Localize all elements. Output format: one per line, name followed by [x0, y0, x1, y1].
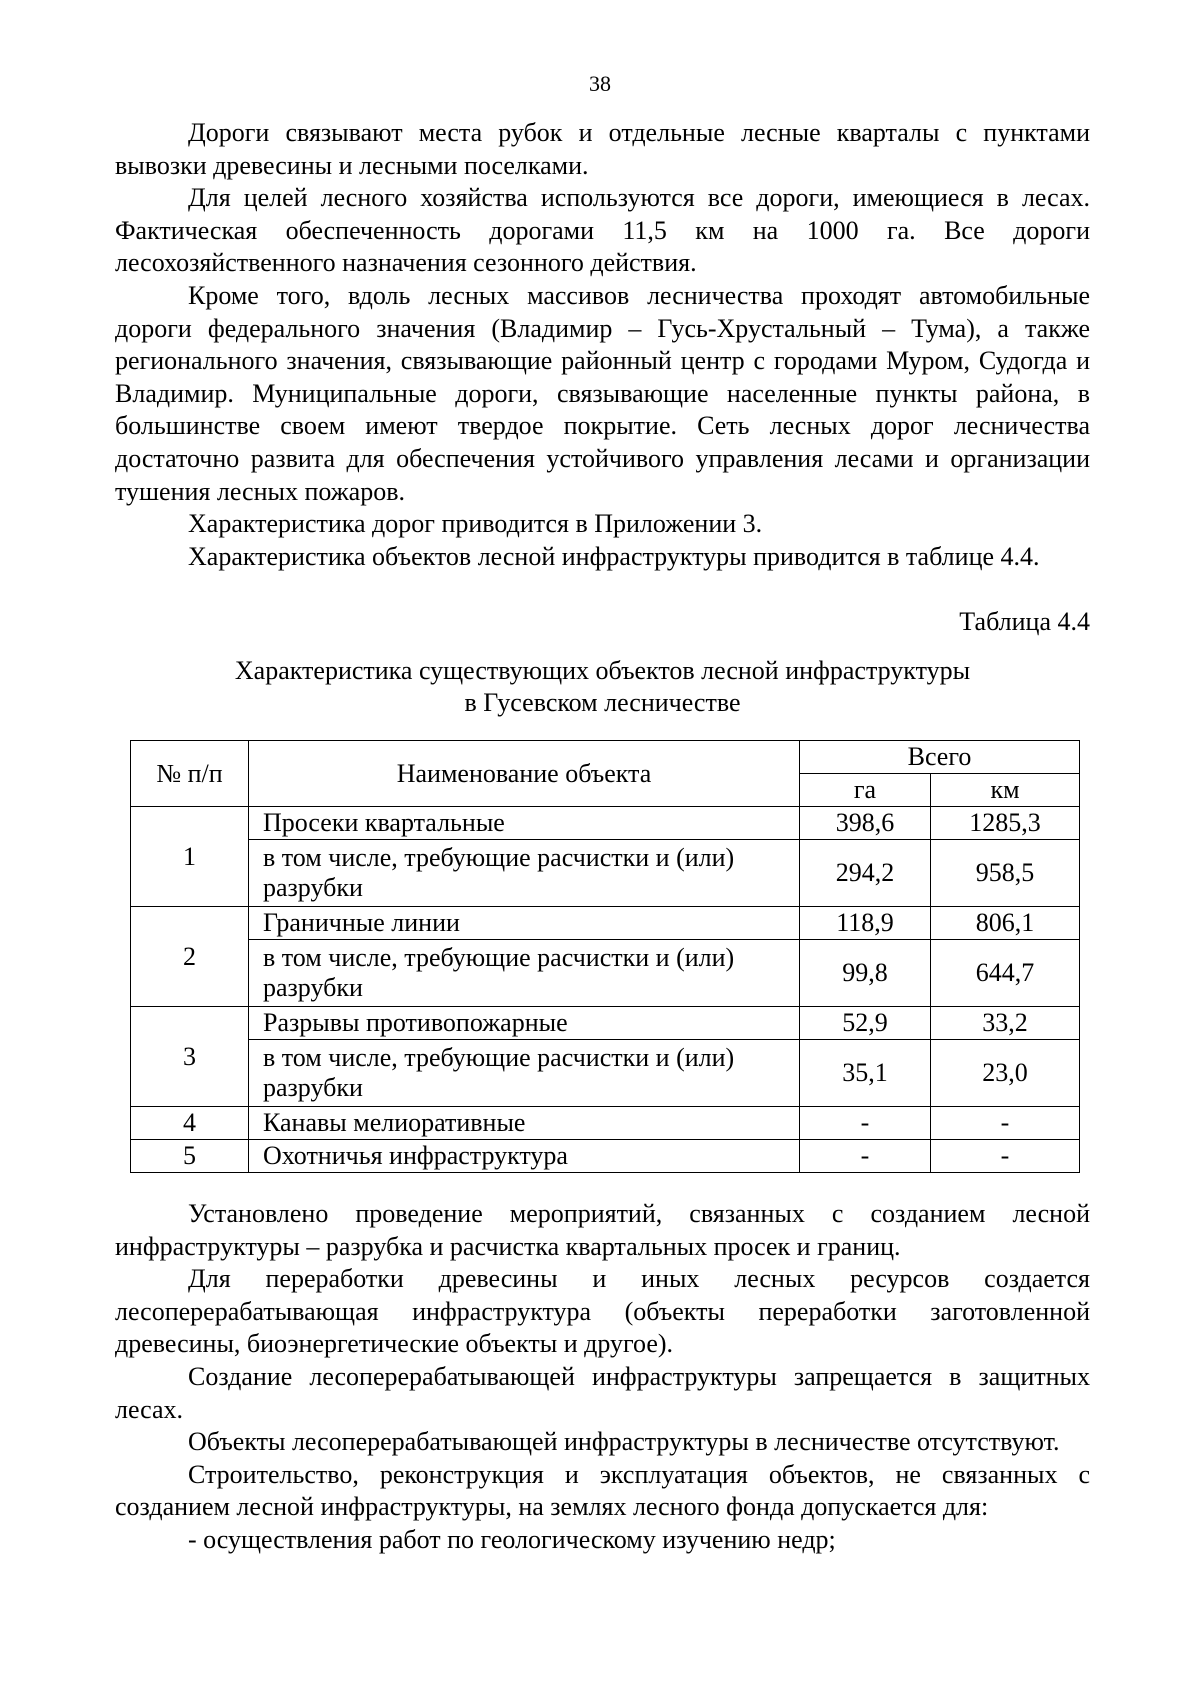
paragraph: Для переработки древесины и иных лесных ресурсов создается лесоперерабатывающая инфраструктура (объекты переработки заготовленной древесины, биоэнергетические объекты и другое).	[115, 1264, 1090, 1359]
paragraph: Установлено проведение мероприятий, связанных с созданием лесной инфраструктуры – разрубка и расчистка квартальных просек и границ.	[115, 1199, 1090, 1261]
row-num: 1	[131, 807, 249, 907]
paragraph: Дороги связывают места рубок и отдельные лесные кварталы с пунктами вывозки древесины и лесными поселками.	[115, 118, 1090, 180]
row-name: Граничные линии	[249, 907, 800, 940]
row-name: в том числе, требующие расчистки и (или) разрубки	[249, 840, 800, 907]
row-km: 958,5	[931, 840, 1080, 907]
table-caption	[115, 655, 1090, 719]
row-ha: 118,9	[800, 907, 931, 940]
row-num: 2	[131, 907, 249, 1007]
intro-text	[115, 117, 1090, 573]
row-ha: -	[800, 1107, 931, 1140]
row-name: Канавы мелиоративные	[249, 1107, 800, 1140]
row-ha: 294,2	[800, 840, 931, 907]
table-caption-line: Характеристика существующих объектов лесной инфраструктуры	[234, 656, 971, 685]
row-ha: 52,9	[800, 1007, 931, 1040]
table-row	[131, 1040, 1080, 1107]
table-row	[131, 1107, 1080, 1140]
paragraph: - осуществления работ по геологическому изучению недр;	[188, 1524, 836, 1554]
table-row	[131, 840, 1080, 907]
row-name: Просеки квартальные	[249, 807, 800, 840]
table-row	[131, 1140, 1080, 1173]
row-km: 644,7	[931, 940, 1080, 1007]
row-num: 3	[131, 1007, 249, 1107]
row-ha: 99,8	[800, 940, 931, 1007]
row-name: Разрывы противопожарные	[249, 1007, 800, 1040]
closing-text	[115, 1198, 1090, 1557]
header-km: км	[931, 774, 1080, 807]
paragraph: Характеристика дорог приводится в Приложении 3.	[188, 509, 763, 539]
row-num: 5	[131, 1140, 249, 1173]
table-row	[131, 940, 1080, 1007]
row-ha: 398,6	[800, 807, 931, 840]
row-km: 33,2	[931, 1007, 1080, 1040]
paragraph: Для целей лесного хозяйства используются все дороги, имеющиеся в лесах. Фактическая обеспеченность дорогами 11,5 км на 1000 га. Все дороги лесохозяйственного назначения сезонного действия.	[115, 183, 1090, 278]
header-num: № п/п	[131, 741, 249, 807]
paragraph: Характеристика объектов лесной инфраструктуры приводится в таблице 4.4.	[188, 541, 1040, 571]
row-name: в том числе, требующие расчистки и (или) разрубки	[249, 940, 800, 1007]
row-name: в том числе, требующие расчистки и (или) разрубки	[249, 1040, 800, 1107]
table-row	[131, 1007, 1080, 1040]
row-km: -	[931, 1107, 1080, 1140]
row-km: 1285,3	[931, 807, 1080, 840]
row-km: 23,0	[931, 1040, 1080, 1107]
paragraph: Создание лесоперерабатывающей инфраструктуры запрещается в защитных лесах.	[115, 1361, 1090, 1424]
row-ha: -	[800, 1140, 931, 1173]
page-number: 38	[589, 71, 611, 96]
table-caption-line: в Гусевском лесничестве	[464, 688, 741, 717]
header-name: Наименование объекта	[249, 741, 800, 807]
row-name: Охотничья инфраструктура	[249, 1140, 800, 1173]
paragraph: Строительство, реконструкция и эксплуатация объектов, не связанных с созданием лесной инфраструктуры, на землях лесного фонда допускается для:	[115, 1459, 1090, 1522]
table-label: Таблица 4.4	[959, 607, 1090, 636]
paragraph: Кроме того, вдоль лесных массивов лесничества проходят автомобильные дороги федерального значения (Владимир – Гусь-Хрустальный – Тума), а также регионального значения, связывающие районный центр с городами Муром, Судогда и Владимир. Муниципальные дороги, связывающие населенные пункты района, в большинстве своем имеют твердое покрытие. Сеть лесных дорог лесничества достаточно развита для обеспечения устойчивого управления лесами и организации тушения лесных пожаров.	[115, 280, 1090, 506]
row-num: 4	[131, 1107, 249, 1140]
row-ha: 35,1	[800, 1040, 931, 1107]
table-row	[131, 907, 1080, 940]
header-ha: га	[800, 774, 931, 807]
header-total: Всего	[800, 741, 1080, 774]
infrastructure-table	[130, 740, 1080, 1173]
row-km: -	[931, 1140, 1080, 1173]
table-row	[131, 807, 1080, 840]
paragraph: Объекты лесоперерабатывающей инфраструктуры в лесничестве отсутствуют.	[188, 1427, 1060, 1457]
row-km: 806,1	[931, 907, 1080, 940]
